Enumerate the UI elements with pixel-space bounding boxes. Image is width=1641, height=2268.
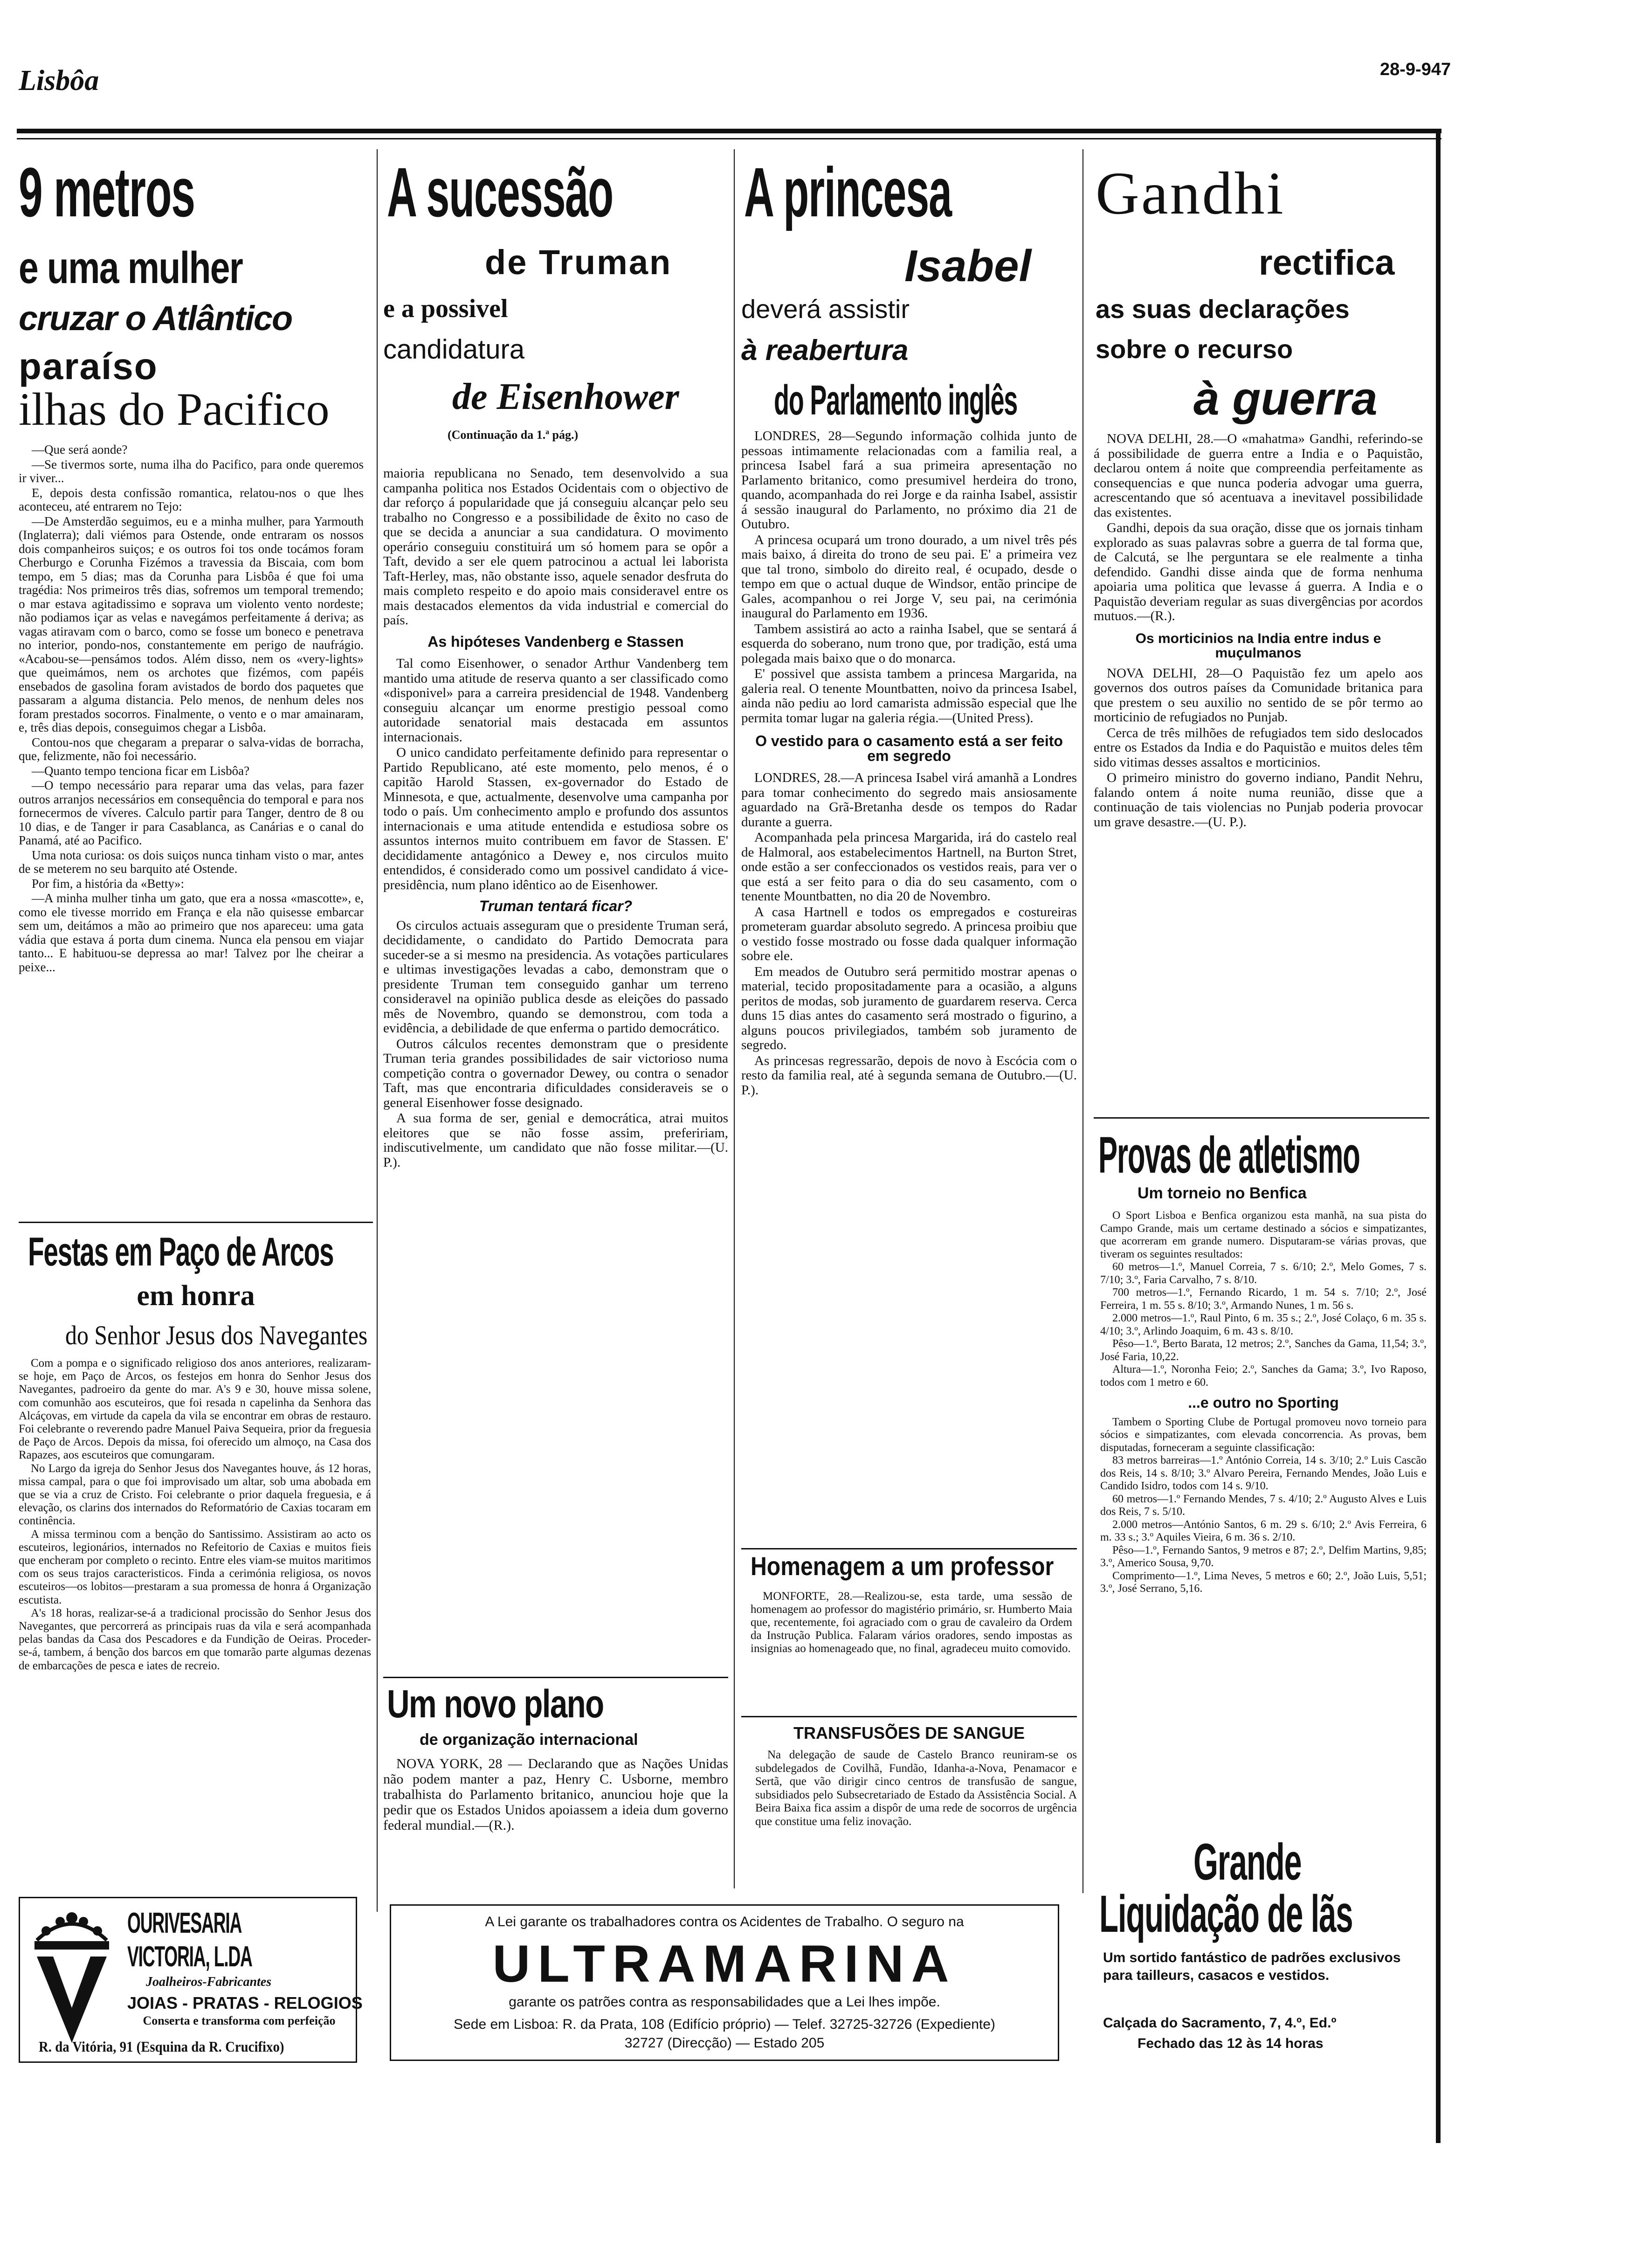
paragraph: A's 18 horas, realizar-se-á a tradicional procissão do Senhor Jesus dos Navegantes, que percorrerá as principais ruas da vila e será acompanhada pelas bandas da Casa dos Pescadores e da Fundição de Oeiras. Proceder-se-á, tambem, á benção dos barcos em que tomarão parte algumas dezenas de embarcações de pesca e iates de recreio. — [19, 1606, 371, 1672]
article-sucessao-text — [383, 466, 728, 1171]
headline-recurso: sobre o recurso — [1096, 334, 1293, 364]
subhead-benfica: Um torneio no Benfica — [1138, 1184, 1307, 1202]
paragraph: —Que será aonde? — [32, 443, 128, 456]
ad-ourivesaria-line2: JOIAS - PRATAS - RELOGIOS — [127, 1993, 363, 2012]
paragraph: Comprimento—1.º, Lima Neves, 5 metros e 60; 2.º, João Luis, 5,51; 3.º, José Serrano, 5,16. — [1100, 1570, 1427, 1595]
headline-candidatura: candidatura — [383, 334, 525, 365]
subhead-morticinios: Os morticinios na India entre indus e muçulmanos — [1135, 630, 1381, 661]
paragraph: Por fim, a história da «Betty»: — [32, 876, 184, 891]
headline-rectifica: rectifica — [1259, 243, 1395, 283]
paragraph: A princesa ocupará um trono dourado, a um nivel três pés mais baixo, á direita do trono de seu pai. E' a primeira vez que tal trono, simbolo do direito real, é ocupado, desde o tempo em que o actual duque de Windsor, então principe de Gales, acompanhou o rei Jorge V, seu pai, na cerimónia inaugural do Parlamento em 1936. — [741, 532, 1077, 621]
ad-ultramarina-line3: Sede em Lisboa: R. da Prata, 108 (Edifício próprio) — Telef. 32725-32726 (Expediente) — [454, 2017, 995, 2032]
paragraph: Outros cálculos recentes demonstram que o presidente Truman teria grandes possibilidades de sair victorioso numa competição contra o governador Dewey, ou contra o senador Taft, mas que encontraria dificuldades consideraveis se o general Eisenhower fosse designado. — [383, 1036, 728, 1110]
subhead-vandenberg: As hipóteses Vandenberg e Stassen — [427, 633, 684, 650]
headline-a-sucessao: A sucessão — [387, 153, 613, 231]
ad-liquidacao-head1: Grande — [1193, 1833, 1302, 1891]
ad-liquidacao-address: Calçada do Sacramento, 7, 4.º, Ed.º — [1103, 2015, 1337, 2031]
article-9-metros-text — [19, 443, 364, 975]
paragraph: Uma nota curiosa: os dois suiços nunca tinham visto o mar, antes de se meterem no seu barquito até Ostende. — [19, 848, 364, 876]
paragraph: —A minha mulher tinha um gato, que era a nossa «mascotte», e, como ele tivesse morrido em França e ela não quisesse embarcar sem um, deitámos a mão ao primeiro que nos apareceu: uma gata vádia que estava á porta dum cinema. Nunca ela pensou em viajar tanto... E habituou-se depressa ao mar! Talvez por lhe cheirar a peixe... — [19, 891, 364, 974]
top-rule-thin — [17, 138, 1441, 139]
paragraph: O Sport Lisboa e Benfica organizou esta manhã, na sua pista do Campo Grande, mais um certame destinado a sócios e simpatizantes, que acorreram em grande numero. Disputaram-se várias provas, que tiveram os seguintes resultados: — [1100, 1210, 1427, 1260]
paragraph: —O tempo necessário para reparar uma das velas, para fazer outros arranjos necessários em consequência do temporal e para nos fornecermos de víveres. Calculo partir para Tanger, dentro de 8 ou 10 dias, e de Tanger ir para Casablanca, as Canárias e o canal do Panamá, até ao Pacifico. — [19, 778, 364, 847]
paragraph: Acompanhada pela princesa Margarida, irá do castelo real de Halmoral, aos estabelecimentos Hartnell, na Burton Stret, onde estão a ser confeccionados os vestidos reais, para ver o que está a ser feito para o dia do seu casamento, com o tenente Mountbatten, no dia 20 de Novembro. — [741, 830, 1077, 904]
paragraph: NOVA DELHI, 28—O Paquistão fez um apelo aos governos dos outros países da Comunidade britanica para que prestem o seu auxilio no sentido de se pôr termo ao morticinio de refugiados no Punjab. — [1094, 665, 1423, 725]
paragraph: Tambem o Sporting Clube de Portugal promoveu novo torneio para sócios e simpatizantes, com elevada concorrencia. As provas, bem disputadas, forneceram a seguinte classificação: — [1100, 1416, 1427, 1454]
paragraph: Pêso—1.º, Berto Barata, 12 metros; 2.º, Sanches da Gama, 11,54; 3.º, José Faria, 10,22. — [1100, 1338, 1427, 1363]
headline-9-metros: 9 metros — [19, 153, 195, 231]
subhead-sporting: ...e outro no Sporting — [1188, 1394, 1339, 1411]
paragraph: Altura—1.º, Noronha Feio; 2.º, Sanches da Gama; 3.º, Ivo Raposo, todos com 1 metro e 60. — [1100, 1363, 1427, 1389]
ad-ultramarina-line2: garante os patrões contra as responsabilidades que a Lei lhes impõe. — [509, 1994, 940, 2010]
section-divider — [19, 1222, 373, 1223]
ad-ultramarina-line4: 32727 (Direcção) — Estado 205 — [624, 2035, 825, 2051]
ad-ourivesaria-line1: Joalheiros-Fabricantes — [146, 1975, 272, 1989]
paragraph: A sua forma de ser, genial e democrática, atrai muitos eleitores que se não fosse assim, prefeririam, indiscutivelmente, um candidato que não fosse militar.—(U. P.). — [383, 1111, 728, 1170]
section-divider — [741, 1548, 1077, 1549]
headline-reabertura: à reabertura — [741, 334, 909, 366]
paragraph: NOVA YORK, 28 — Declarando que as Nações Unidas não podem manter a paz, Henry C. Usborne, membro trabalhista do Parlamento britanico, anunciou hoje que la pedir que os Estados Unidos apoiassem a ideia dum governo federal mundial.—(R.). — [383, 1756, 728, 1833]
ad-ultramarina — [390, 1904, 1059, 2061]
paragraph: MONFORTE, 28.—Realizou-se, esta tarde, uma sessão de homenagem ao professor do magistério primário, sr. Humberto Maia que, recentemente, foi agraciado com o grau de cavaleiro da Ordem da Instrução Publica. Falaram vários oradores, sendo impostas as insignias ao homenageado que, no final, agradeceu muito comovido. — [751, 1590, 1072, 1655]
right-border — [1436, 129, 1441, 2143]
paragraph: 2.000 metros—1.º, Raul Pinto, 6 m. 35 s.; 2.º, José Colaço, 6 m. 35 s. 4/10; 3.º, Arlindo Joaquim, 6 m. 43 s. 8/10. — [1100, 1312, 1427, 1337]
paragraph: Gandhi, depois da sua oração, disse que os jornais tinham explorado as suas palavras sobre a guerra de tal forma que, de Calcutá, se lhe perguntara se ele realmente a tinha defendido. Gandhi disse ainda que de forma nenhuma apoiaria uma politica que levasse á guerra. A India e o Paquistão deveriam regular as suas divergências por acordos mutuos.—(R.). — [1094, 520, 1423, 623]
subhead-vestido: O vestido para o casamento está a ser feito em segredo — [755, 733, 1063, 764]
ad-ourivesaria-address: R. da Vitória, 91 (Esquina da R. Crucifixo) — [39, 2038, 284, 2055]
article-benfica-text — [1100, 1210, 1427, 1596]
paragraph: 60 metros—1.º Fernando Mendes, 7 s. 4/10; 2.º Augusto Alves e Luis dos Reis, 7 s. 5/10. — [1100, 1493, 1427, 1518]
paragraph: 60 metros—1.º, Manuel Correia, 7 s. 6/10; 2.º, Melo Gomes, 7 s. 7/10; 3.º, Faria Carvalho, 7 s. 8/10. — [1100, 1261, 1427, 1286]
headline-atletismo: Provas de atletismo — [1098, 1127, 1360, 1184]
article-gandhi-text — [1094, 432, 1423, 830]
paragraph: A missa terminou com a benção do Santissimo. Assistiram ao acto os escuteiros, legionários, internados no Refeitorio de Caxias e muitos fieis que encheram por completo o recinto. Entre eles viam-se muitos maritimos com os seus trajos caracteristicos. Finda a cerimónia religiosa, os novos escuteiros—os lobitos—prestaram a sua promessa de honra á Organização escutista. — [19, 1528, 371, 1606]
paragraph: E, depois desta confissão romantica, relatou-nos o que lhes aconteceu, até entrarem no Tejo: — [19, 485, 364, 513]
masthead: Lisbôa — [19, 65, 99, 97]
paragraph: Tambem assistirá ao acto a rainha Isabel, que se sentará á esquerda do soberano, num trono que, por tradição, está uma polegada mais baixo que o do monarca. — [741, 621, 1077, 666]
headline-e-a-possivel: e a possivel — [383, 294, 508, 323]
paragraph: A casa Hartnell e todos os empregados e costureiras prometeram guardar absoluto segredo. A princesa proibiu que o vestido fosse mostrado ou fosse dada qualquer informação sobre ele. — [741, 904, 1077, 963]
ad-liquidacao-hours: Fechado das 12 às 14 horas — [1138, 2036, 1324, 2051]
article-transfusoes-text — [755, 1749, 1077, 1828]
headline-devera-assistir: deverá assistir — [741, 294, 910, 324]
headline-isabel: Isabel — [904, 241, 1032, 291]
ad-liquidacao-text: Um sortido fantástico de padrões exclusivos para tailleurs, casacos e vestidos. — [1103, 1950, 1401, 1983]
article-princesa-text — [741, 429, 1077, 1099]
headline-de-truman: de Truman — [485, 243, 672, 282]
paragraph: As princesas regressarão, depois de novo à Escócia com o resto da familia real, até à segunda semana de Outubro.—(U. P.). — [741, 1053, 1077, 1098]
ad-ultramarina-line1: A Lei garante os trabalhadores contra os Acidentes de Trabalho. O seguro na — [485, 1914, 964, 1929]
paragraph: 2.000 metros—António Santos, 6 m. 29 s. 6/10; 2.º Avis Ferreira, 6 m. 33 s.; 3.º Aquiles Vieira, 6 m. 36 s. 2/10. — [1100, 1518, 1427, 1543]
paragraph: No Largo da igreja do Senhor Jesus dos Navegantes houve, ás 12 horas, missa campal, para o que foi improvisado um altar, sob uma abobada em que se via a cruz de Cristo. Foi celebrante o prior daquela freguesia, e á elevação, os clarins dos internados do Reformatório de Caxias tocaram em continência. — [19, 1462, 371, 1528]
ad-ultramarina-name: ULTRAMARINA — [492, 1935, 957, 1993]
paragraph: E' possivel que assista tambem a princesa Margarida, na galeria real. O tenente Mountbatten, noivo da princesa Isabel, ainda não pediu ao lord camarista admissão especial que lhe permita tomar lugar na galeria régia.—(United Press). — [741, 666, 1077, 726]
paragraph: Com a pompa e o significado religioso dos anos anteriores, realizaram-se hoje, em Paço de Arcos, os festejos em honra do Senhor Jesus dos Navegantes, padroeiro da gente do mar. A's 9 e 30, houve missa solene, com comunhão aos escuteiros, que foi resada n capelinha da Senhora das Alcáçovas, em virtude da capela da vila se encontrar em obras de restauro. Foi celebrante o reverendo padre Manuel Paiva Sequeira, prior da freguesia de Paço de Arcos. Depois da missa, foi oferecido um almoço, na Casa dos Rapazes, aos escuteiros que comungaram. — [19, 1357, 371, 1462]
crown-v-logo-icon — [28, 1908, 116, 2047]
headline-professor: Homenagem a um professor — [751, 1551, 1054, 1581]
paragraph: Na delegação de saude de Castelo Branco reuniram-se os subdelegados de Covilhã, Fundão, Idanha-a-Nova, Penamacor e Sertã, que vão dirigir cinco centros de transfusão de sangue, subsidiados pelo Subsecretariado de Estado da Assistência Social. A Beira Baixa fica assim a dispôr de uma rede de socorros de urgência que constitue uma feliz inovação. — [755, 1749, 1077, 1828]
section-divider — [383, 1677, 728, 1678]
article-novo-plano-text — [383, 1756, 728, 1834]
headline-senhor-jesus: do Senhor Jesus dos Navegantes — [65, 1320, 368, 1350]
paragraph: 83 metros barreiras—1.º António Correia, 14 s. 3/10; 2.º Luis Cascão dos Reis, 14 s. 8/10; 3.º Alvaro Pereira, Fernando Mendes, João Luis e Candido Isidro, todos com 14 s. 9/10. — [1100, 1454, 1427, 1492]
article-professor-text — [751, 1590, 1072, 1655]
top-rule — [17, 129, 1441, 133]
section-divider — [1094, 1117, 1429, 1119]
headline-a-princesa: A princesa — [744, 153, 952, 231]
paragraph: NOVA DELHI, 28.—O «mahatma» Gandhi, referindo-se á possibilidade de guerra entre a India e o Paquistão, declarou ontem á noite que compreendia perfeitamente as consequencias e que nunca poderia advogar uma guerra, acrescentando que só acentuava a inevitavel possibilidade das existentes. — [1094, 431, 1423, 520]
headline-transfusoes: TRANSFUSÕES DE SANGUE — [793, 1723, 1025, 1742]
paragraph: Contou-nos que chegaram a preparar o salva-vidas de borracha, que, felizmente, não foi necessário. — [19, 735, 364, 763]
headline-ilhas-pacifico: ilhas do Pacifico — [19, 383, 330, 435]
headline-e-uma-mulher: e uma mulher — [19, 243, 243, 293]
paragraph: —De Amsterdão seguimos, eu e a minha mulher, para Yarmouth (Inglaterra); dali viémos para Ostende, onde entraram os nossos dois companheiros suiços; e os outros foi tos onde tocámos foram Cherburgo e Corunha Fizémos a travessia da Biscaia, com bom tempo, em 5 dias; mas da Corunha para Lisbôa é que foi uma tragédia: Nos primeiros três dias, sofremos um temporal tremendo; o mar estava agitadissimo e soprava um violento vento nordeste; não podiamos içar as velas e navegámos perfeitamente á deriva; as vagas atiravam com o barco, como se fosse um boneco e penetrava no interior, pondo-nos, constantemente em perigo de naufrágio. «Acabou-se—pensámos todos. Além disso, nem os «very-lights» que queimámos, nem os archotes que fizémos, com papéis ensebados de gasolina foram avistados de bordo dos paquetes que passaram a alguma distancia. Pelo menos, de nenhum deles nos foram prestados socorros. Finalmente, o vento e o mar amainaram, e, três dias depois, conseguimos chegar a Lisbôa. — [19, 514, 364, 734]
paragraph: 700 metros—1.º, Fernando Ricardo, 1 m. 54 s. 7/10; 2.º, José Ferreira, 1 m. 55 s. 8/10; 3.º, Armando Nunes, 1 m. 56 s. — [1100, 1286, 1427, 1312]
paragraph: Tal como Eisenhower, o senador Arthur Vandenberg tem mantido uma atitude de reserva quanto a ser classificado como «disponivel» para a carreira presidencial de 1948. Vandenberg conseguiu alcançar um enorme prestigio pessoal como autoridade senatorial mais destacada em assuntos internacionais. — [383, 656, 728, 745]
subhead-truman-ficar: Truman tentará ficar? — [479, 898, 633, 914]
ad-liquidacao-head2: Liquidação de lãs — [1099, 1885, 1353, 1943]
paragraph: Cerca de três milhões de refugiados tem sido deslocados entre os Estados da India e do Paquistão e muitos deles têm sido vitimas desses assaltos e morticinios. — [1094, 725, 1423, 770]
ad-ourivesaria-line3: Conserta e transforma com perfeição — [143, 2014, 336, 2027]
ad-ourivesaria — [19, 1897, 363, 2063]
headline-gandhi: Gandhi — [1096, 160, 1285, 227]
headline-cruzar-atlantico: cruzar o Atlântico — [19, 299, 292, 338]
paragraph: —Quanto tempo tenciona ficar em Lisbôa? — [32, 763, 250, 778]
headline-novo-plano: Um novo plano — [387, 1682, 604, 1726]
headline-parlamento: do Parlamento inglês — [774, 377, 1018, 424]
ad-ourivesaria-name: OURIVESARIA — [127, 1907, 242, 1939]
subhead-organizacao: de organização internacional — [420, 1731, 638, 1749]
headline-a-guerra: à guerra — [1193, 373, 1378, 425]
paragraph: LONDRES, 28.—A princesa Isabel virá amanhã a Londres para tomar conhecimento do segredo mais ansiosamente aguardado na Grã-Bretanha desde os tempos do Radar durante a guerra. — [741, 770, 1077, 830]
issue-date: 28-9-947 — [1380, 60, 1451, 79]
paragraph: O primeiro ministro do governo indiano, Pandit Nehru, falando ontem á noite numa reunião, disse que a continuação de tais violencias no Punjab poderia provocar um grave desastre.—(U. P.). — [1094, 770, 1423, 830]
article-festas-text — [19, 1357, 371, 1673]
paragraph: Os circulos actuais asseguram que o presidente Truman será, decididamente, o candidato do Partido Democrata para suceder-se a si mesmo na presidencia. As votações particulares e ultimas investigações levadas a cabo, demonstram que o presidente Truman tem conseguido ganhar um terreno consideravel na opinião publica desde as eleições do passado mês de Novembro, quando se demonstrou, com toda a evidência, a debilidade de que enferma o partido democrático. — [383, 918, 728, 1036]
headline-declaracoes: as suas declarações — [1096, 294, 1350, 324]
paragraph: LONDRES, 28—Segundo informação colhida junto de pessoas intimamente relacionadas com a familia real, a princesa Isabel fará a sua primeira apresentação no Parlamento britanico, como presumivel herdeira do trono, quando, acompanhada do rei Jorge e da rainha Isabel, assistir á sessão inaugural do Parlamento, no próximo dia 21 de Outubro. — [741, 429, 1077, 532]
continuation-note: (Continuação da 1.ª pág.) — [448, 428, 579, 442]
column-divider — [734, 149, 735, 1888]
column-divider — [377, 149, 378, 1912]
paragraph: maioria republicana no Senado, tem desenvolvido a sua campanha politica nos Estados Ocidentais com o objectivo de dar reforço á popularidade que já conseguiu alcançar pelo seu trabalho no Congresso e a possibilidade de êxito no caso de que se decida a anunciar a sua candidatura. O movimento operário conseguiu constituirá um só homem para se opôr a Taft, devido a ser ele quem patrocinou a actual lei laborista Taft-Herley, mas, não obstante isso, aquele senador desfruta do mais completo respeito e do apoio mais consideravel entre os mais destacados elementos da vida industrial e comercial do país. — [383, 466, 728, 628]
paragraph: O unico candidato perfeitamente definido para representar o Partido Republicano, até este momento, pelo menos, é o capitão Harold Stassen, ex-governador do Estado de Minnesota, e que, actualmente, desenvolve uma campanha por todo o país. Um conhecimento amplo e profundo dos assuntos internacionais e uma atitude entendida e estudiosa sobre os assuntos internos muito contribuem em favor de Stassen. E' decididamente antagónico a Dewey e, nos circulos muito entendidos, é considerado como um possivel candidato á vice-presidência, num plano idêntico ao de Eisenhower. — [383, 745, 728, 892]
paragraph: —Se tivermos sorte, numa ilha do Pacifico, para onde queremos ir viver... — [19, 457, 364, 485]
headline-paraiso: paraíso — [19, 346, 158, 387]
ad-ourivesaria-name2: VICTORIA, L.DA — [127, 1941, 252, 1973]
headline-festas: Festas em Paço de Arcos — [28, 1230, 334, 1274]
headline-de-eisenhower: de Eisenhower — [452, 376, 679, 417]
paragraph: Pêso—1.º, Fernando Santos, 9 metros e 87; 2.º, Delfim Martins, 9,85; 3.º, Americo Sousa, 9,70. — [1100, 1544, 1427, 1569]
section-divider — [741, 1716, 1077, 1717]
paragraph: Em meados de Outubro será permitido mostrar apenas o material, tecido propositadamente para a ocasião, a alguns peritos de modas, sob juramento de guardarem reserva. Cerca duns 15 dias antes do casamento será mostrado o figurino, a alguns poucos privilegiados, também sob juramento de segredo. — [741, 964, 1077, 1052]
headline-em-honra: em honra — [137, 1280, 255, 1312]
